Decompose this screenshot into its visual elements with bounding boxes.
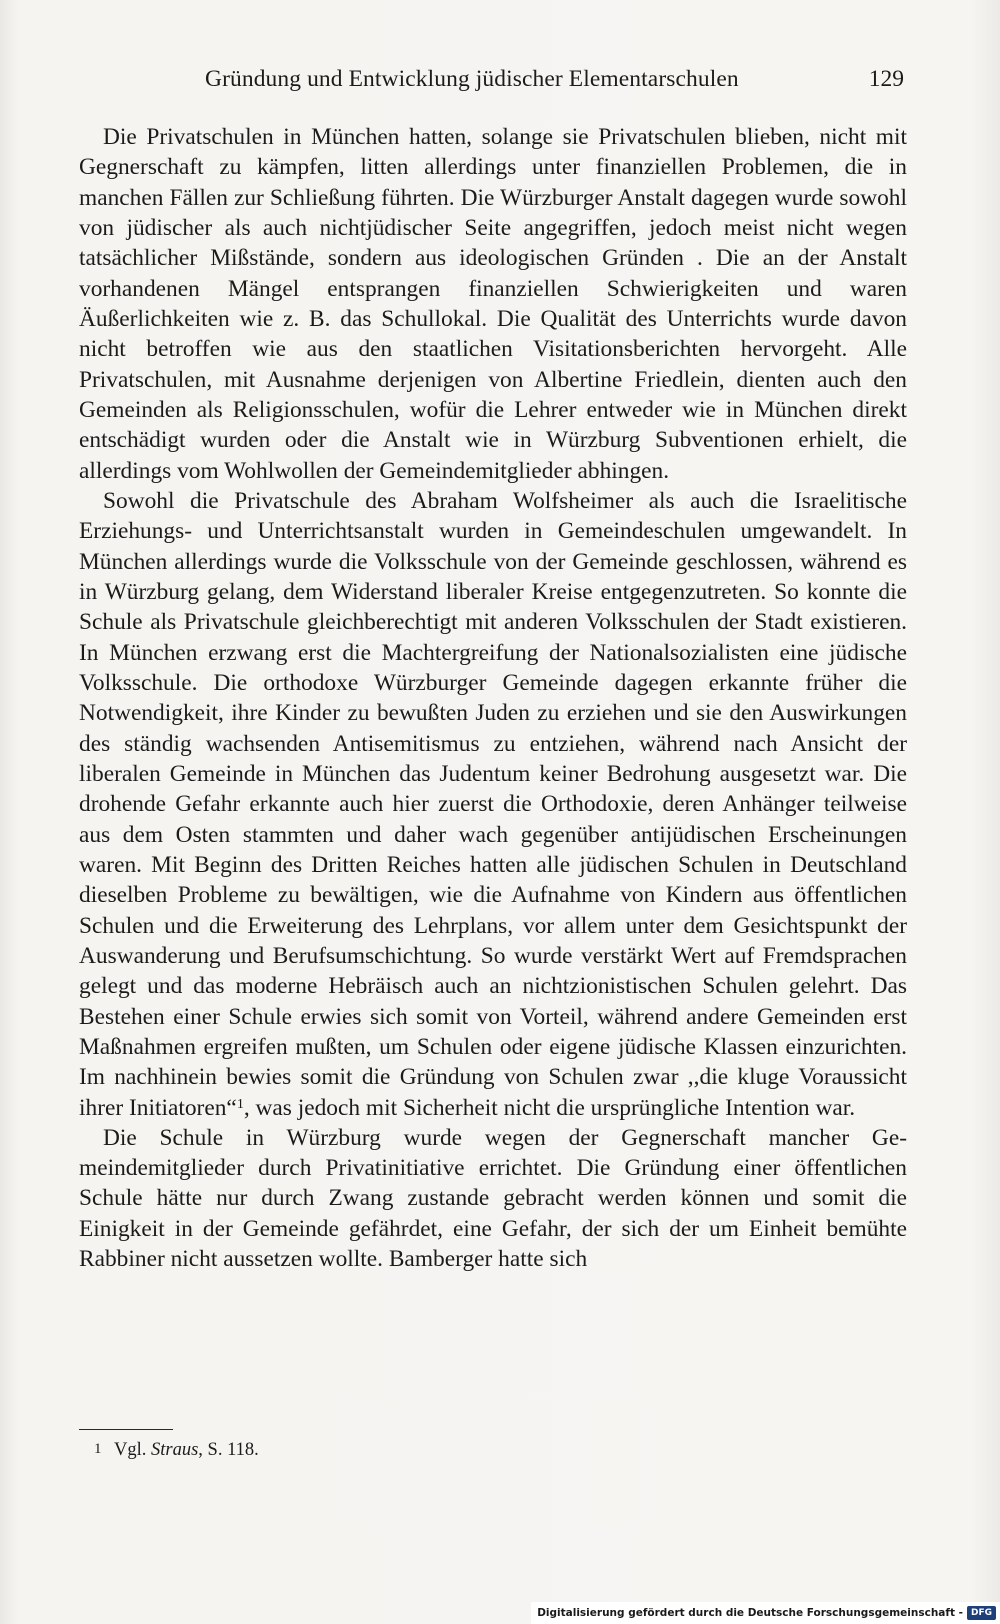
paragraph-2-text: Sowohl die Privatschule des Abraham Wolfsheimer als auch die Israelitische Erziehungs- und Unterrichtsanstalt wurden in Gemeindeschulen umgewandelt. In München allerdings wurde die Volksschule von der Gemeinde geschlossen, während es in Würzburg gelang, dem Widerstand liberaler Kreise entgegenzutreten. So konnte die Schule als Privatschule gleichberechtigt mit anderen Volksschulen der Stadt existieren. In München erzwang erst die Machtergreifung der Nationalsozialisten eine jüdische Volksschule. Die orthodoxe Würzburger Gemeinde dagegen erkannte früher die Notwendigkeit, ihre Kinder zu bewußten Juden zu erziehen und sie den Auswirkungen des ständig wachsenden Antisemitismus zu entziehen, während nach Ansicht der liberalen Gemeinde in München das Judentum keiner Bedrohung ausgesetzt war. Die drohende Gefahr erkannte auch hier zuerst die Orthodoxie, deren Anhänger teilweise aus dem Osten stammten und daher wach gegenüber antijüdischen Erscheinungen waren. Mit Beginn des Dritten Reiches hatten alle jüdischen Schulen in Deutschland dieselben Probleme zu bewältigen, wie die Aufnahme von Kindern aus öffentlichen Schulen und die Erweiterung des Lehrplans, vor allem unter dem Gesichtspunkt der Auswanderung und Berufsumschichtung. So wurde verstärkt Wert auf Fremdsprachen gelegt und das moderne Hebräisch auch an nichtzionistischen Schulen gelehrt. Das Bestehen einer Schule erwies sich somit von Vorteil, während andere Gemeinden erst Maßnahmen ergreifen mußten, um Schulen oder eigene jüdische Klassen einzurichten. Im nachhinein bewies somit die Gründung von Schulen zwar ,,die kluge Voraussicht ihrer Initiatoren“	[79, 487, 907, 1121]
footnote-suffix: , S. 118.	[198, 1440, 259, 1460]
paragraph-2	[79, 486, 907, 1123]
digitization-credit	[531, 1602, 1000, 1624]
footnote-number: 1	[94, 1441, 102, 1457]
paragraph-1: Die Privatschulen in München hatten, solange sie Privatschulen blieben, nicht mit Gegnerschaft zu kämpfen, litten allerdings unter finanziellen Problemen, die in manchen Fällen zur Schließung führten. Die Würzburger Anstalt dagegen wurde sowohl von jüdischer als auch nichtjüdischer Seite angegriffen, jedoch meist nicht wegen tatsächlicher Mißstände, sondern aus ideologischen Gründen . Die an der Anstalt vorhandenen Mängel entsprangen finanziellen Schwierigkeiten und waren Äußerlichkeiten wie z. B. das Schullokal. Die Qualität des Unterrichts wurde davon nicht betroffen wie aus den staatlichen Visitationsberichten hervorgeht. Alle Privatschulen, mit Ausnahme derjenigen von Albertine Friedlein, dienten auch den Gemeinden als Religionsschulen, wofür die Lehrer entweder wie in München direkt entschädigt wurden oder die Anstalt wie in Würzburg Subventionen erhielt, die allerdings vom Wohlwollen der Gemeindemitglieder abhingen.	[79, 124, 907, 484]
paragraph-2-tail: , was jedoch mit Sicherheit nicht die ursprüngliche Intention war.	[243, 1094, 856, 1121]
footnote-author: Straus	[151, 1440, 199, 1460]
footnote-prefix: Vgl.	[114, 1440, 151, 1460]
body-text	[79, 122, 907, 1274]
dfg-logo-icon: DFG	[967, 1606, 996, 1620]
page-number: 129	[868, 66, 904, 92]
footnote	[94, 1440, 259, 1461]
footnote-divider	[79, 1429, 173, 1430]
running-head-title: Gründung und Entwicklung jüdischer Elementarschulen	[205, 66, 739, 92]
footnote-reference[interactable]: 1	[236, 1096, 244, 1112]
paragraph-3: Die Schule in Würzburg wurde wegen der Gegnerschaft mancher Gemeindemitglieder durch Privatinitiative errichtet. Die Gründung einer öffentlichen Schule hätte nur durch Zwang zustande gebracht werden können und somit die Einigkeit in der Gemeinde gefährdet, eine Gefahr, der sich der um Einheit bemühte Rabbiner nicht aussetzen wollte. Bamberger hatte sich	[79, 1124, 907, 1273]
credit-text: Digitalisierung gefördert durch die Deutsche Forschungsgemeinschaft -	[537, 1607, 963, 1619]
